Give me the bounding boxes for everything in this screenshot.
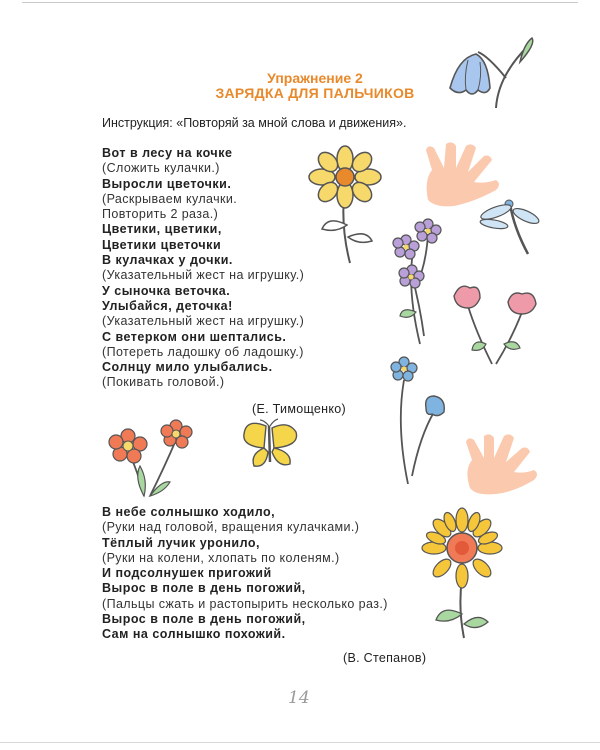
poem1-line: Улыбайся, деточка! [102, 298, 233, 313]
poem1-line: У сыночка веточка. [102, 283, 231, 298]
purple-flowers-icon [392, 216, 452, 346]
blue-flowers-icon [386, 356, 456, 486]
sunflower-icon [418, 508, 508, 640]
poem1-line: (Раскрываем кулачки. [102, 191, 238, 206]
poem1-line: (Потереть ладошку об ладошку.) [102, 344, 304, 359]
poem-2 [102, 505, 388, 643]
poem-2-author: (В. Степанов) [343, 651, 427, 665]
poem2-line: Сам на солнышко похожий. [102, 627, 286, 642]
poem2-line: Вырос в поле в день погожий, [102, 581, 306, 596]
poem-1-author: (Е. Тимощенко) [252, 402, 346, 416]
poem1-line: Цветики цветочки [102, 237, 222, 252]
poem2-line: (Руки над головой, вращения кулачками.) [102, 520, 360, 535]
top-border [22, 2, 578, 3]
daisy-icon [300, 145, 390, 265]
poem1-line: Цветики, цветики, [102, 222, 222, 237]
red-flowers-icon [104, 418, 204, 498]
poem1-line: С ветерком они шептались. [102, 329, 287, 344]
page-number: 14 [288, 688, 310, 708]
bluebell-icon [428, 36, 538, 111]
poem1-line: Повторить 2 раза.) [102, 207, 219, 222]
poem1-line: Солнцу мило улыбались. [102, 360, 273, 375]
poem1-line: (Указательный жест на игрушку.) [102, 314, 305, 329]
poem1-line: (Указательный жест на игрушку.) [102, 268, 305, 283]
instruction-text: Инструкция: «Повторяй за мной слова и движения». [102, 116, 407, 130]
poem1-line: (Покивать головой.) [102, 375, 225, 390]
poem1-line: Выросли цветочки. [102, 176, 232, 191]
poem2-line: В небе солнышко ходило, [102, 505, 276, 519]
butterfly-icon [236, 418, 306, 473]
pink-flowers-icon [446, 282, 546, 367]
poem1-line: Вот в лесу на кочке [102, 146, 233, 160]
bottom-border [0, 742, 600, 743]
dragonfly-icon [470, 198, 540, 258]
poem2-line: И подсолнушек пригожий [102, 566, 272, 581]
poem2-line: Тёплый лучик уронило, [102, 535, 260, 550]
poem2-line: Вырос в поле в день погожий, [102, 612, 306, 627]
hand-icon-2 [462, 428, 542, 498]
poem-1 [102, 146, 304, 391]
poem1-line: В кулачках у дочки. [102, 253, 233, 268]
exercise-subtitle: ЗАРЯДКА ДЛЯ ПАЛЬЧИКОВ [215, 85, 415, 101]
poem1-line: (Сложить кулачки.) [102, 161, 220, 176]
poem2-line: (Пальцы сжать и растопырить несколько раз.) [102, 596, 388, 611]
poem2-line: (Руки на колени, хлопать по коленям.) [102, 550, 340, 565]
exercise-title: Упражнение 2 [267, 70, 363, 86]
